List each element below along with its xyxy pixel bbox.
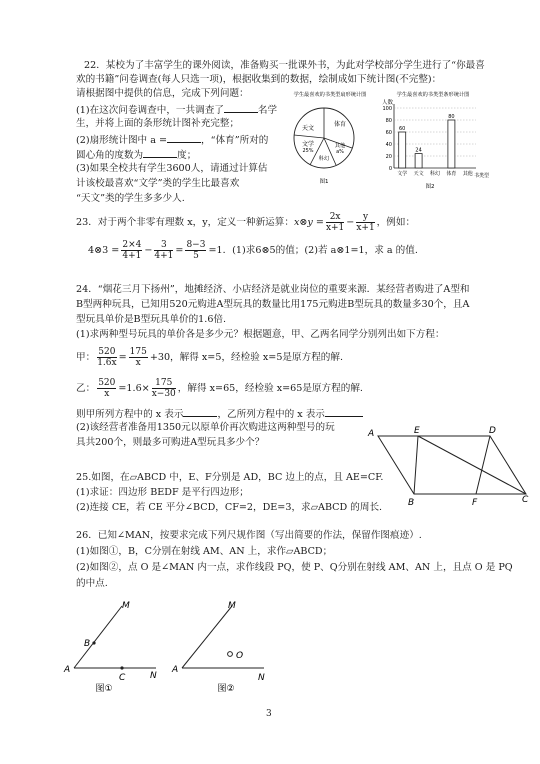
q24-yi-equation xyxy=(76,378,363,400)
q22-line1: 22．某校为了丰富学生的课外阅读，准备购买一批课外书，为此对学校部分学生进行了“你最喜 xyxy=(84,60,485,71)
bar-value-label: 80 xyxy=(448,114,455,120)
point-label-f: F xyxy=(472,498,478,508)
equals-sign: = xyxy=(118,352,127,363)
bar-chart-figure xyxy=(370,88,496,192)
numerator: 520 xyxy=(98,347,116,357)
q22-line6 xyxy=(76,133,268,147)
point-b xyxy=(92,641,95,644)
pie-percent: 25% xyxy=(302,148,314,154)
denominator: 4+1 xyxy=(154,251,174,261)
chart-title: 学生最喜欢的书类型条形统计图 xyxy=(396,92,470,98)
point-label-d: D xyxy=(489,426,496,436)
page-number: 3 xyxy=(266,709,272,719)
point-label-c: C xyxy=(522,495,529,505)
q24-text: =1.6× xyxy=(118,383,150,394)
answer-blank xyxy=(325,407,363,417)
point-label-n: N xyxy=(258,673,265,683)
answer-blank xyxy=(183,407,217,417)
numerator: 175 xyxy=(152,378,176,389)
q24-line7 xyxy=(76,407,363,421)
pie-label: 科幻 xyxy=(318,156,330,162)
numerator: 8−3 xyxy=(186,240,206,250)
point-label-b: B xyxy=(84,639,91,649)
denominator: 1.6x xyxy=(97,358,117,368)
fraction xyxy=(97,378,116,399)
bar-value-label: 24 xyxy=(415,147,422,154)
y-axis-label: 人数 xyxy=(382,100,394,106)
y-tick-label: 60 xyxy=(385,130,392,136)
q23-text: ，例如： xyxy=(376,217,416,228)
q22-text: ，“体育”所对的 xyxy=(201,135,269,146)
segment-ec xyxy=(418,436,526,494)
q22-line7 xyxy=(76,148,196,162)
bar-value-label: 60 xyxy=(399,126,406,132)
bar-chart-caption: 图2 xyxy=(425,184,435,190)
q25-line2: (1)求证：四边形 BEDF 是平行四边形； xyxy=(76,487,249,498)
q24-line9: 具共200个，则最多可购进A型玩具多少个？ xyxy=(76,437,265,448)
q23-definition: x⊗y = xyxy=(293,217,324,228)
denominator: x xyxy=(104,389,110,399)
q23-line1: 23．对于两个非零有理数 x，y，定义一种新运算：x⊗y = $\frac{2x}{x+1}$ − $\frac{y}{x+1}$ ，例如： xyxy=(76,212,416,233)
q24-text: 甲： xyxy=(76,352,96,363)
denominator: x−30 xyxy=(151,389,176,399)
pie-label: 其他 xyxy=(334,143,346,149)
numerator: 520 xyxy=(98,378,116,388)
fraction xyxy=(185,240,206,261)
pie-caption: 图1 xyxy=(319,179,329,185)
bar xyxy=(399,132,406,168)
ray-am xyxy=(182,606,232,668)
q23-line2: 4⊗3 = $\frac{2\times 4}{4+1}$ − $\frac{3}{4+1}$ = $\frac{8-3}{5}$ =1．(1)求6⊗5的值；(2)若 a⊗1=1，求 a 的值. xyxy=(88,240,418,261)
x-tick-label: 体育 xyxy=(446,171,457,177)
fraction xyxy=(356,212,374,233)
q25-line3: (2)连接 CE，若 CE 平分∠BCD，CF=2，DE=3，求▱ABCD 的周长. xyxy=(76,502,383,513)
q22-line3: 请根据图中提供的信息，完成下列问题： xyxy=(76,88,249,99)
q22-text: 度； xyxy=(177,150,197,161)
q23-text: =1．(1)求6⊗5的值；(2)若 a⊗1=1，求 a 的值. xyxy=(208,245,418,256)
q26-line1: 26．已知∠MAN，按要求完成下列尺规作图（写出简要的作法，保留作图痕迹）. xyxy=(76,530,422,541)
q22-text: 圆心角的度数为 xyxy=(76,150,144,161)
point-o xyxy=(228,652,233,657)
answer-blank xyxy=(143,148,177,158)
figure-caption-2: 图② xyxy=(217,684,235,694)
pie-label: 天文 xyxy=(301,125,315,132)
bar xyxy=(415,154,422,168)
fraction xyxy=(152,378,176,399)
q24-text: ，乙所列方程中的 x 表示 xyxy=(217,409,325,420)
point-label-a: A xyxy=(368,429,375,439)
answer-blank xyxy=(224,103,258,113)
bar xyxy=(448,120,455,168)
x-tick-label: 其他 xyxy=(462,171,473,177)
point-label-n: N xyxy=(150,671,157,681)
point-label-b: B xyxy=(408,498,415,508)
y-tick-label: 80 xyxy=(385,118,392,124)
q23-text: 23．对于两个非零有理数 x，y，定义一种新运算： xyxy=(76,217,294,228)
q26-line2: (1)如图①，B，C分别在射线 AM、AN 上，求作▱ABCD； xyxy=(76,546,333,557)
parallelogram-figure xyxy=(362,424,534,508)
point-label-m: M xyxy=(228,601,236,611)
denominator: x+1 xyxy=(325,223,345,233)
q22-line2: 欢的书籍”问卷调查(每人只选一项)，根据收集到的数据，绘制成如下统计图(不完整)： xyxy=(76,74,442,85)
numerator: y xyxy=(356,212,374,223)
fraction xyxy=(154,240,173,261)
q22-text: (1)在这次问卷调查中，一共调查了 xyxy=(76,105,224,116)
denominator: 4+1 xyxy=(122,251,142,261)
q22-line8: (3)如果全校共有学生3600人，请通过计算估 xyxy=(76,163,268,174)
x-tick-label: 天文 xyxy=(413,171,424,177)
q24-line2: B型两种玩具，已知用520元购进A型玩具的数量比用175元购进B型玩具的数量多30个，且A xyxy=(76,299,470,310)
pie-label: 体育 xyxy=(333,121,347,128)
q22-line9: 计该校最喜欢“文学”类的学生比最喜欢 xyxy=(76,178,240,189)
q26-line4: 的中点. xyxy=(76,578,108,589)
numerator: 3 xyxy=(154,240,173,251)
q22-line4 xyxy=(76,103,277,117)
x-tick-label: 文学 xyxy=(397,171,408,177)
q24-line4: (1)求两种型号玩具的单价各是多少元？根据题意，甲、乙两名同学分别列出如下方程： xyxy=(76,329,445,340)
point-label-c: C xyxy=(119,673,126,683)
q24-line8: (2)该经营者准备用1350元以原单价再次购进这两种型号的玩 xyxy=(76,422,335,433)
y-tick-label: 0 xyxy=(388,166,392,172)
q26-line3: (2)如图②，点 O 是∠MAN 内一点，求作线段 PQ，使 P、Q分别在射线 AM、AN 上，且点 O 是 PQ xyxy=(76,562,513,573)
q24-jia-equation xyxy=(76,347,343,369)
denominator: x xyxy=(135,358,141,368)
x-axis-label: 书类型 xyxy=(474,173,490,179)
answer-blank xyxy=(167,133,201,143)
q22-text: (2)扇形统计图中 a = xyxy=(76,135,168,146)
point-label-m: M xyxy=(122,601,130,611)
numerator: 175 xyxy=(129,347,147,357)
pie-chart-figure xyxy=(286,88,374,188)
segment-be xyxy=(414,436,418,494)
y-tick-label: 100 xyxy=(382,106,392,112)
point-label-a: A xyxy=(172,665,179,675)
y-tick-label: 40 xyxy=(385,142,392,148)
fraction xyxy=(129,347,148,368)
fraction xyxy=(97,347,116,368)
figure-caption-1: 图① xyxy=(95,684,113,694)
q22-line10: “天文”类的学生多多少人. xyxy=(76,193,185,204)
chart-bars xyxy=(399,114,455,168)
point-c xyxy=(120,666,123,669)
segment-df xyxy=(476,436,490,494)
denominator: 5 xyxy=(193,251,199,261)
fraction xyxy=(326,212,344,233)
q25-line1: 25.如图，在▱ABCD 中，E、F分别是 AD，BC 边上的点，且 AE=CF. xyxy=(76,472,384,483)
pie-percent: a% xyxy=(336,149,344,155)
point-label-o: O xyxy=(236,651,244,661)
q24-text: 乙： xyxy=(76,383,96,394)
q24-line3: 型玩具单价是B型玩具单价的1.6倍. xyxy=(76,314,227,325)
parallelogram-abcd xyxy=(378,436,526,494)
denominator: x+1 xyxy=(356,223,375,233)
angle-figure-2 xyxy=(170,596,280,694)
ray-am xyxy=(74,606,122,668)
fraction xyxy=(121,240,142,261)
x-tick-label: 科幻 xyxy=(429,171,441,177)
q24-text: ，解得 x=65，经检验 x=65是原方程的解. xyxy=(177,383,363,394)
q24-text: +30，解得 x=5，经检验 x=5是原方程的解. xyxy=(149,352,344,363)
numerator: 2×4 xyxy=(122,240,142,250)
numerator: 2x xyxy=(326,212,344,223)
q23-text: 4⊗3 = xyxy=(88,245,120,256)
pie-title: 学生最喜欢的书类型扇形统计图 xyxy=(293,92,367,98)
pie-label: 文学 xyxy=(301,141,315,148)
q24-text: 则甲所列方程中的 x 表示 xyxy=(76,409,184,420)
point-label-a: A xyxy=(64,665,71,675)
point-label-e: E xyxy=(414,426,420,436)
q22-text: 名学 xyxy=(257,105,278,116)
angle-figure-1 xyxy=(60,596,170,694)
q24-line1: 24．“烟花三月下扬州”，地摊经济、小店经济是就业岗位的重要来源．某经营者购进了A型和 xyxy=(76,284,470,295)
q22-line5: 生，并将上面的条形统计图补充完整； xyxy=(76,118,240,129)
y-tick-label: 20 xyxy=(385,154,392,160)
chart-axes xyxy=(382,104,476,177)
